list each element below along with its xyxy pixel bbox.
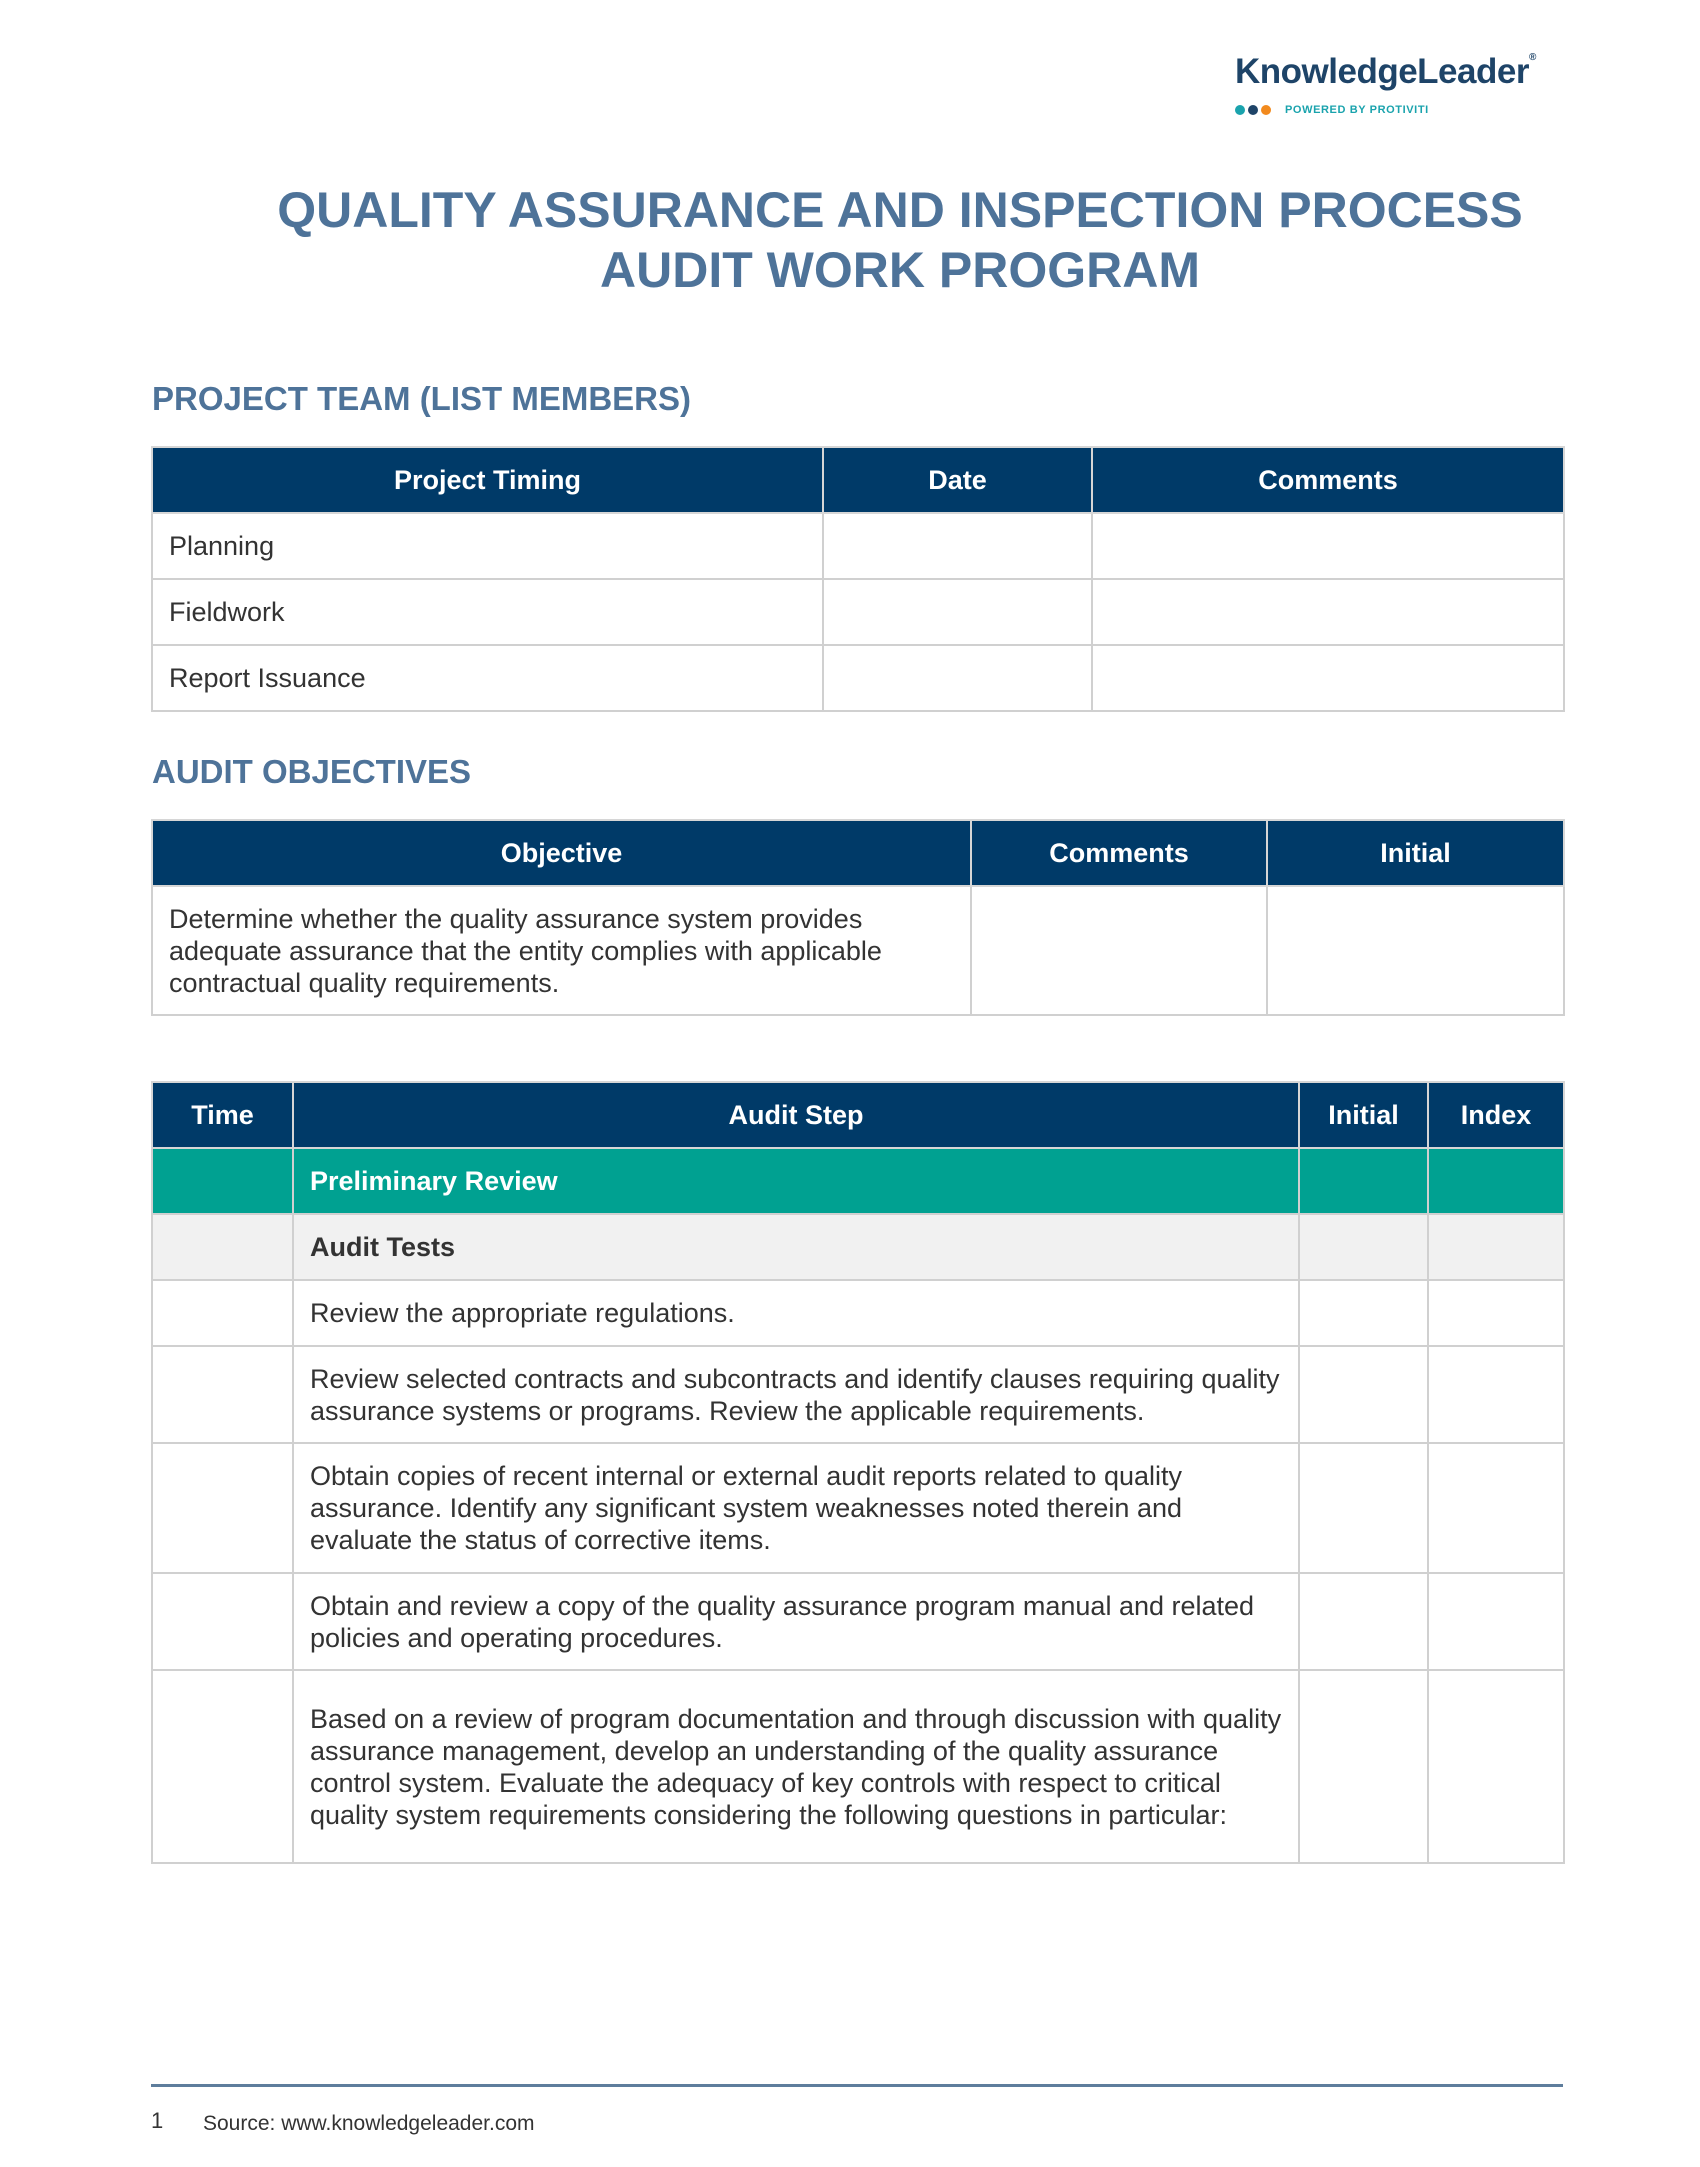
logo-wordmark: [1235, 52, 1565, 92]
audit-step-cell: Based on a review of program documentation and through discussion with quality assurance management, develop an understanding of the quality assurance control system. Evaluate the adequacy of key controls with respect to critical quality system requirements considering the following questions in particular:: [293, 1670, 1299, 1863]
project-timing-table: [151, 446, 1565, 712]
column-header: Project Timing: [152, 447, 823, 513]
column-header: Objective: [152, 820, 971, 886]
date-cell[interactable]: [823, 579, 1092, 645]
audit-step-cell: Obtain copies of recent internal or external audit reports related to quality assurance. Identify any significant system weaknesses noted therein and evaluate the status of corrective items.: [293, 1443, 1299, 1573]
audit-steps-table: [151, 1081, 1565, 1864]
index-cell: [1428, 1148, 1564, 1214]
table-row: [152, 645, 1564, 711]
column-header: Date: [823, 447, 1092, 513]
section-row: [152, 1148, 1564, 1214]
audit-step-cell: Review selected contracts and subcontracts and identify clauses requiring quality assurance systems or programs. Review the applicable requirements.: [293, 1346, 1299, 1443]
time-cell[interactable]: [152, 1670, 293, 1863]
subsection-title: Audit Tests: [293, 1214, 1299, 1280]
time-cell[interactable]: [152, 1280, 293, 1346]
comments-cell[interactable]: [971, 886, 1267, 1015]
initial-cell[interactable]: [1299, 1346, 1428, 1443]
document-title: [150, 180, 1650, 300]
section-title: Preliminary Review: [293, 1148, 1299, 1214]
date-cell[interactable]: [823, 645, 1092, 711]
logo-dot: [1261, 105, 1271, 115]
time-cell[interactable]: [152, 1346, 293, 1443]
audit-step-cell: Review the appropriate regulations.: [293, 1280, 1299, 1346]
index-cell[interactable]: [1428, 1573, 1564, 1670]
logo-tagline: POWERED BY PROTIVITI: [1285, 104, 1429, 116]
logo-registered-mark: ®: [1528, 52, 1536, 63]
timing-cell: Fieldwork: [152, 579, 823, 645]
table-row: [152, 1443, 1564, 1573]
logo-brand: KnowledgeLeader: [1235, 52, 1529, 91]
audit-objectives-table: [151, 819, 1565, 1016]
audit-objectives-heading: AUDIT OBJECTIVES: [152, 753, 472, 790]
initial-cell[interactable]: [1299, 1670, 1428, 1863]
project-team-heading: PROJECT TEAM (LIST MEMBERS): [152, 380, 692, 417]
index-cell: [1428, 1214, 1564, 1280]
footer-divider: [151, 2084, 1563, 2087]
title-line-2: AUDIT WORK PROGRAM: [600, 242, 1200, 298]
logo-dot: [1248, 105, 1258, 115]
table-row: [152, 513, 1564, 579]
logo-dot: [1235, 105, 1245, 115]
table-row: [152, 1573, 1564, 1670]
index-cell[interactable]: [1428, 1443, 1564, 1573]
comments-cell[interactable]: [1092, 579, 1564, 645]
index-cell[interactable]: [1428, 1280, 1564, 1346]
column-header: Initial: [1299, 1082, 1428, 1148]
index-cell[interactable]: [1428, 1670, 1564, 1863]
initial-cell: [1299, 1148, 1428, 1214]
date-cell[interactable]: [823, 513, 1092, 579]
time-cell: [152, 1214, 293, 1280]
comments-cell[interactable]: [1092, 513, 1564, 579]
initial-cell[interactable]: [1299, 1443, 1428, 1573]
title-line-1: QUALITY ASSURANCE AND INSPECTION PROCESS: [277, 182, 1523, 238]
subsection-row: [152, 1214, 1564, 1280]
logo-subline: [1235, 104, 1565, 116]
table-row: [152, 1280, 1564, 1346]
knowledgeleader-logo: [1235, 52, 1565, 116]
timing-cell: Report Issuance: [152, 645, 823, 711]
column-header: Audit Step: [293, 1082, 1299, 1148]
table-row: [152, 1346, 1564, 1443]
initial-cell[interactable]: [1299, 1573, 1428, 1670]
column-header: Comments: [971, 820, 1267, 886]
table-row: [152, 886, 1564, 1015]
initial-cell[interactable]: [1299, 1280, 1428, 1346]
column-header: Initial: [1267, 820, 1564, 886]
audit-step-cell: Obtain and review a copy of the quality assurance program manual and related policies and operating procedures.: [293, 1573, 1299, 1670]
column-header: Time: [152, 1082, 293, 1148]
initial-cell: [1299, 1214, 1428, 1280]
time-cell[interactable]: [152, 1443, 293, 1573]
comments-cell[interactable]: [1092, 645, 1564, 711]
timing-cell: Planning: [152, 513, 823, 579]
column-header: Comments: [1092, 447, 1564, 513]
table-header-row: [152, 1082, 1564, 1148]
table-row: [152, 1670, 1564, 1863]
table-header-row: [152, 820, 1564, 886]
table-row: [152, 579, 1564, 645]
time-cell[interactable]: [152, 1573, 293, 1670]
page-number: 1: [151, 2108, 164, 2133]
table-header-row: [152, 447, 1564, 513]
footer-source: Source: www.knowledgeleader.com: [203, 2112, 535, 2135]
initial-cell[interactable]: [1267, 886, 1564, 1015]
time-cell: [152, 1148, 293, 1214]
objective-cell: Determine whether the quality assurance system provides adequate assurance that the entity complies with applicable contractual quality requirements.: [152, 886, 971, 1015]
index-cell[interactable]: [1428, 1346, 1564, 1443]
column-header: Index: [1428, 1082, 1564, 1148]
logo-dots-icon: [1235, 105, 1271, 115]
